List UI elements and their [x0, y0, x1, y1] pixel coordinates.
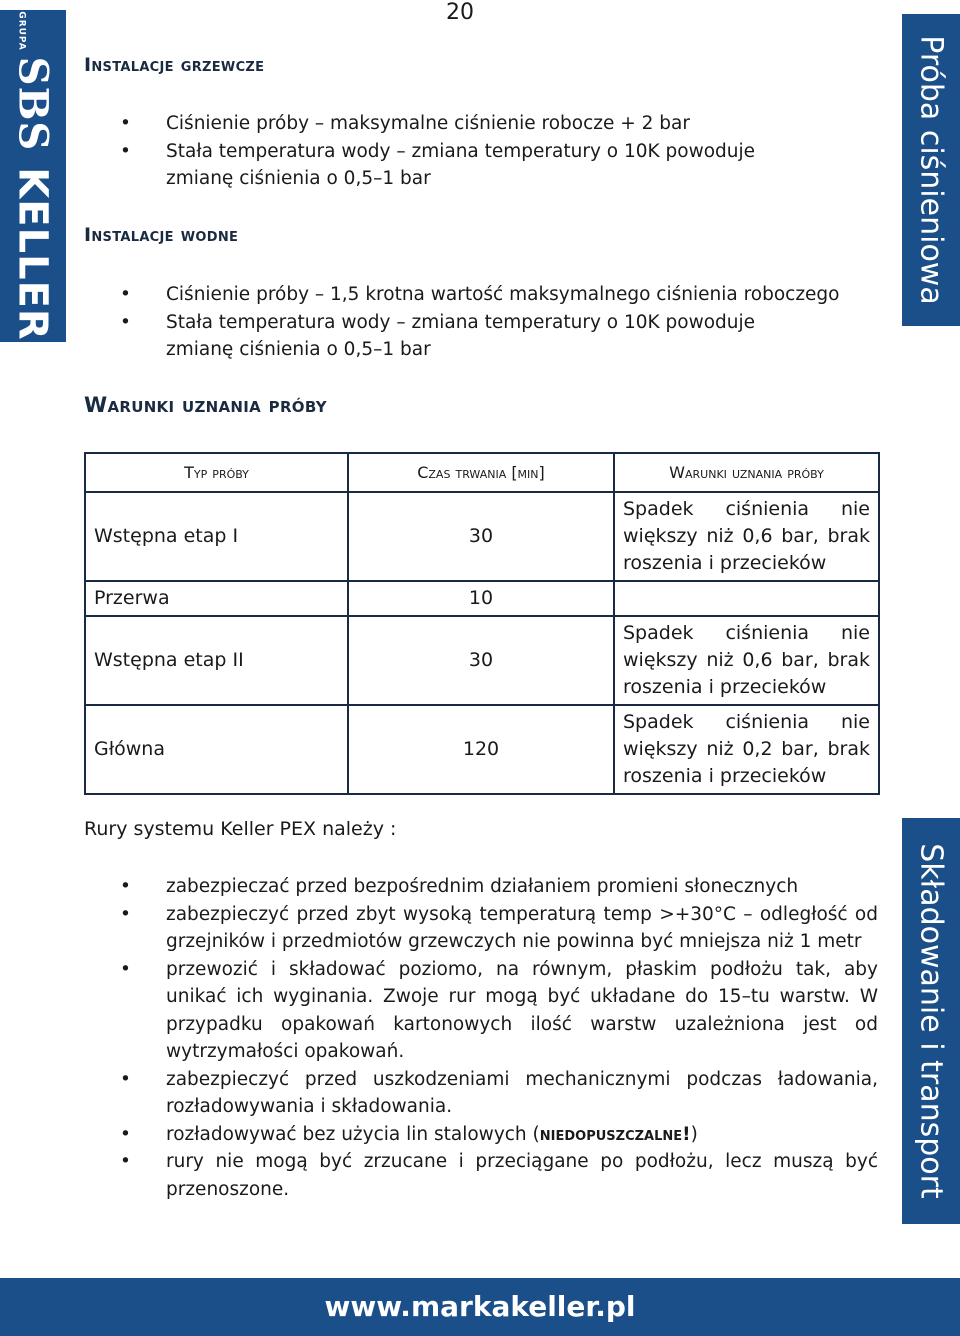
- side-tab-label: Składowanie i transport: [913, 843, 949, 1199]
- test-type: Wstępna etap I: [85, 492, 348, 581]
- storage-list: [120, 873, 878, 1203]
- water-heading: Instalacje wodne: [84, 224, 239, 246]
- column-header: Czas trwania [min]: [348, 453, 614, 492]
- list-item: • zabezpieczać przed bezpośrednim działaniem promieni słonecznych: [120, 873, 878, 901]
- acceptance-heading: Warunki uznania próby: [84, 393, 327, 417]
- test-type: Przerwa: [85, 581, 348, 616]
- logo-sbs: SBS: [9, 56, 57, 152]
- test-duration: 120: [348, 705, 614, 794]
- side-tab-storage: [902, 818, 960, 1224]
- list-item: • rury nie mogą być zrzucane i przeciągane po podłożu, lecz muszą być przenoszone.: [120, 1148, 878, 1203]
- list-item: • zabezpieczyć przed zbyt wysoką temperaturą temp >+30°C – odległość od grzejników i przedmiotów grzewczych nie powinna być mniejsza niż 1 metr: [120, 901, 878, 956]
- list-item: • Stała temperatura wody – zmiana temperatury o 10K powoduje zmianę ciśnienia o 0,5–1 bar: [120, 138, 880, 193]
- heating-list: [120, 110, 880, 193]
- footer-bar: [0, 1278, 960, 1336]
- test-type: Wstępna etap II: [85, 616, 348, 705]
- list-item: • Stała temperatura wody – zmiana temperatury o 10K powoduje zmianę ciśnienia o 0,5–1 bar: [120, 309, 880, 364]
- list-item: • zabezpieczyć przed uszkodzeniami mechanicznymi podczas ładowania, rozładowywania i składowania.: [120, 1066, 878, 1121]
- table-row: [85, 705, 879, 794]
- side-tab-pressure-test: [902, 14, 960, 326]
- test-duration: 30: [348, 616, 614, 705]
- list-item: • Ciśnienie próby – maksymalne ciśnienie robocze + 2 bar: [120, 110, 880, 138]
- test-duration: 30: [348, 492, 614, 581]
- footer-url-link[interactable]: www.markakeller.pl: [324, 1290, 636, 1323]
- test-condition: Spadek ciśnienia nie większy niż 0,6 bar, brak roszenia i przecieków: [614, 616, 879, 705]
- table-row: [85, 616, 879, 705]
- water-list: [120, 281, 880, 364]
- item-text: ): [690, 1123, 698, 1145]
- list-item: • Ciśnienie próby – 1,5 krotna wartość maksymalnego ciśnienia roboczego: [120, 281, 880, 309]
- test-type: Główna: [85, 705, 348, 794]
- brand-logo: [0, 10, 66, 342]
- test-condition: Spadek ciśnienia nie większy niż 0,2 bar, brak roszenia i przecieków: [614, 705, 879, 794]
- table-header-row: [85, 453, 879, 492]
- list-item: • przewozić i składować poziomo, na równym, płaskim podłożu tak, aby unikać ich wyginania. Zwoje rur mogą być układane do 15–tu warstw. W przypadku opakowań kartonowych ilość warstw uzależniona jest od wytrzymałości opakowań.: [120, 956, 878, 1066]
- list-item: [120, 1121, 878, 1149]
- pressure-test-table: [84, 452, 880, 795]
- side-tab-label: Próba ciśnieniowa: [913, 35, 949, 305]
- heating-heading: Instalacje grzewcze: [84, 54, 265, 76]
- storage-intro: Rury systemu Keller PEX należy :: [84, 818, 397, 840]
- test-duration: 10: [348, 581, 614, 616]
- page-number: 20: [446, 0, 474, 25]
- logo-group-label: GRUPA: [16, 11, 27, 51]
- table-row: [85, 581, 879, 616]
- column-header: Warunki uznania próby: [614, 453, 879, 492]
- emphasis-text: niedopuszczalne!: [539, 1123, 691, 1145]
- test-condition: [614, 581, 879, 616]
- column-header: Typ próby: [85, 453, 348, 492]
- item-text: rozładowywać bez użycia lin stalowych (: [166, 1123, 540, 1145]
- table-row: [85, 492, 879, 581]
- logo-keller: KELLER: [9, 167, 56, 341]
- test-condition: Spadek ciśnienia nie większy niż 0,6 bar, brak roszenia i przecieków: [614, 492, 879, 581]
